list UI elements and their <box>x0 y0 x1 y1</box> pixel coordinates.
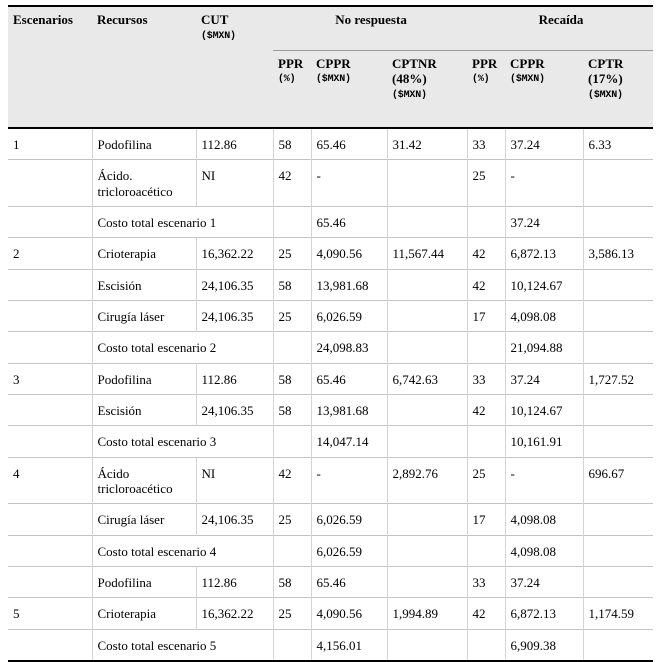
cell-cppr-rec: 37.24 <box>505 363 583 394</box>
cell-cppr-rec: 4,098.08 <box>505 504 583 535</box>
cell-cptr <box>583 269 653 300</box>
cell-ppr-nr: 42 <box>273 457 311 504</box>
cell-cppr-rec: 10,161.91 <box>505 426 583 457</box>
cell-ppr-rec <box>467 629 505 661</box>
cell-cptnr <box>387 394 467 425</box>
cell-ppr-rec: 42 <box>467 238 505 269</box>
header-ppr-rec <box>467 50 505 128</box>
cell-cppr-rec: 4,098.08 <box>505 300 583 331</box>
header-cppr-nr <box>311 50 387 128</box>
header-cptr-label: CPTR (17%) <box>588 55 624 87</box>
cell-ppr-nr: 58 <box>273 128 311 160</box>
cell-ppr-rec <box>467 206 505 237</box>
cell-ppr-nr <box>273 426 311 457</box>
cell-escenario: 3 <box>8 363 92 394</box>
total-row <box>8 535 653 566</box>
cell-ppr-rec <box>467 332 505 363</box>
cell-cut: 16,362.22 <box>196 598 273 629</box>
cell-ppr-rec: 42 <box>467 269 505 300</box>
table-row <box>8 300 653 331</box>
total-row <box>8 426 653 457</box>
cell-cppr-nr: 24,098.83 <box>311 332 387 363</box>
cell-cppr-nr: 6,026.59 <box>311 535 387 566</box>
cell-cppr-nr: 4,090.56 <box>311 598 387 629</box>
cell-escenario <box>8 394 92 425</box>
cell-cppr-nr: 13,981.68 <box>311 394 387 425</box>
cell-recurso: Ácido tricloroacético <box>92 457 196 504</box>
cell-cut: 16,362.22 <box>196 238 273 269</box>
header-cppr-rec-label: CPPR <box>510 55 545 71</box>
cell-cptnr <box>387 206 467 237</box>
total-row <box>8 332 653 363</box>
cell-cppr-nr: 65.46 <box>311 206 387 237</box>
cell-cptnr <box>387 566 467 597</box>
cell-cptnr: 31.42 <box>387 128 467 160</box>
header-escenarios: Escenarios <box>8 6 92 128</box>
cell-escenario <box>8 426 92 457</box>
cell-recurso: Podofilina <box>92 566 196 597</box>
cell-total-label: Costo total escenario 3 <box>92 426 273 457</box>
cell-cppr-rec: 4,098.08 <box>505 535 583 566</box>
table-row <box>8 457 653 504</box>
cell-cptr <box>583 394 653 425</box>
cost-table <box>8 5 653 662</box>
cell-ppr-nr <box>273 206 311 237</box>
cell-ppr-nr: 58 <box>273 269 311 300</box>
cell-cptr <box>583 426 653 457</box>
cell-escenario <box>8 629 92 661</box>
cell-recurso: Ácido. tricloroacético <box>92 160 196 207</box>
cell-ppr-rec: 42 <box>467 394 505 425</box>
cell-total-label: Costo total escenario 1 <box>92 206 273 237</box>
cell-ppr-nr: 58 <box>273 566 311 597</box>
cell-ppr-nr <box>273 332 311 363</box>
cell-cppr-rec: 37.24 <box>505 128 583 160</box>
cell-escenario <box>8 206 92 237</box>
cell-cppr-rec: 37.24 <box>505 206 583 237</box>
cell-cptr <box>583 160 653 207</box>
header-cut <box>196 6 273 128</box>
header-cptr <box>583 50 653 128</box>
header-cptnr-unit: ($MXN) <box>392 89 427 101</box>
cell-ppr-rec: 33 <box>467 566 505 597</box>
cell-cppr-rec: 6,872.13 <box>505 238 583 269</box>
table-row <box>8 504 653 535</box>
cell-cptnr <box>387 332 467 363</box>
cell-ppr-nr <box>273 535 311 566</box>
header-ppr-rec-label: PPR <box>472 55 498 71</box>
cell-cppr-nr: - <box>311 160 387 207</box>
header-ppr-nr-label: PPR <box>278 55 304 71</box>
cell-escenario <box>8 160 92 207</box>
cell-cptnr <box>387 300 467 331</box>
cell-ppr-rec: 17 <box>467 504 505 535</box>
cell-escenario <box>8 332 92 363</box>
cell-cptr <box>583 300 653 331</box>
cell-cut: 112.86 <box>196 566 273 597</box>
cell-cptr <box>583 629 653 661</box>
cell-recurso: Crioterapia <box>92 238 196 269</box>
header-cptr-unit: ($MXN) <box>588 89 623 101</box>
header-cptnr-label: CPTNR (48%) <box>392 55 437 87</box>
table-row <box>8 598 653 629</box>
cell-cppr-nr: 65.46 <box>311 363 387 394</box>
header-cppr-rec <box>505 50 583 128</box>
cell-cptnr <box>387 535 467 566</box>
cell-cptr: 1,727.52 <box>583 363 653 394</box>
cell-ppr-rec <box>467 535 505 566</box>
cell-cppr-nr: 4,090.56 <box>311 238 387 269</box>
cell-recurso: Podofilina <box>92 363 196 394</box>
cell-cppr-nr: 65.46 <box>311 566 387 597</box>
table-row <box>8 238 653 269</box>
header-ppr-rec-unit: (%) <box>472 74 490 86</box>
cell-cptr: 6.33 <box>583 128 653 160</box>
table-row <box>8 160 653 207</box>
cell-cppr-rec: 21,094.88 <box>505 332 583 363</box>
table-row <box>8 394 653 425</box>
header-cppr-nr-label: CPPR <box>316 55 351 71</box>
cell-cppr-rec: 6,909.38 <box>505 629 583 661</box>
cell-ppr-nr: 25 <box>273 238 311 269</box>
cell-cptr: 696.67 <box>583 457 653 504</box>
table-row <box>8 566 653 597</box>
cell-recurso: Escisión <box>92 394 196 425</box>
cell-ppr-rec: 42 <box>467 598 505 629</box>
cell-cptr <box>583 504 653 535</box>
cell-escenario: 1 <box>8 128 92 160</box>
cell-cut: 24,106.35 <box>196 504 273 535</box>
cell-total-label: Costo total escenario 2 <box>92 332 273 363</box>
header-row-groups <box>8 6 653 50</box>
table-body <box>8 128 653 661</box>
cell-ppr-rec: 25 <box>467 457 505 504</box>
header-cut-unit: ($MXN) <box>201 30 236 42</box>
header-cptnr <box>387 50 467 128</box>
cell-cut: 112.86 <box>196 363 273 394</box>
cell-cptr: 1,174.59 <box>583 598 653 629</box>
cell-cppr-rec: 6,872.13 <box>505 598 583 629</box>
cell-cut: 24,106.35 <box>196 394 273 425</box>
cell-cut: 24,106.35 <box>196 300 273 331</box>
cell-cptnr <box>387 504 467 535</box>
cell-escenario: 5 <box>8 598 92 629</box>
cell-cppr-rec: 37.24 <box>505 566 583 597</box>
header-cppr-rec-unit: ($MXN) <box>510 74 545 86</box>
cell-ppr-rec: 17 <box>467 300 505 331</box>
cell-ppr-nr <box>273 629 311 661</box>
cell-cut: 112.86 <box>196 128 273 160</box>
cell-cptr <box>583 332 653 363</box>
header-group-recaida: Recaída <box>467 6 653 50</box>
cell-cppr-nr: - <box>311 457 387 504</box>
cell-escenario: 2 <box>8 238 92 269</box>
cell-cptnr: 2,892.76 <box>387 457 467 504</box>
cell-ppr-nr: 42 <box>273 160 311 207</box>
total-row <box>8 206 653 237</box>
cell-cppr-nr: 6,026.59 <box>311 504 387 535</box>
cell-ppr-nr: 25 <box>273 504 311 535</box>
cell-cut: NI <box>196 457 273 504</box>
cell-cptnr <box>387 426 467 457</box>
cell-cut: 24,106.35 <box>196 269 273 300</box>
cell-cppr-rec: 10,124.67 <box>505 269 583 300</box>
cell-total-label: Costo total escenario 5 <box>92 629 273 661</box>
table-row <box>8 128 653 160</box>
table-row <box>8 363 653 394</box>
cell-ppr-rec: 25 <box>467 160 505 207</box>
table-row <box>8 269 653 300</box>
cell-cptnr: 1,994.89 <box>387 598 467 629</box>
cell-cppr-nr: 65.46 <box>311 128 387 160</box>
cell-cptr <box>583 206 653 237</box>
cell-cppr-rec: - <box>505 457 583 504</box>
cell-recurso: Crioterapia <box>92 598 196 629</box>
cell-cppr-nr: 13,981.68 <box>311 269 387 300</box>
cell-recurso: Podofilina <box>92 128 196 160</box>
cell-cptnr <box>387 160 467 207</box>
total-row <box>8 629 653 661</box>
cell-escenario <box>8 300 92 331</box>
cell-cppr-nr: 14,047.14 <box>311 426 387 457</box>
cell-ppr-rec: 33 <box>467 128 505 160</box>
header-ppr-nr <box>273 50 311 128</box>
cell-cptnr: 11,567.44 <box>387 238 467 269</box>
cell-cptr <box>583 535 653 566</box>
cell-recurso: Cirugía láser <box>92 504 196 535</box>
table-header <box>8 6 653 128</box>
cell-cppr-nr: 4,156.01 <box>311 629 387 661</box>
header-recursos: Recursos <box>92 6 196 128</box>
cell-recurso: Escisión <box>92 269 196 300</box>
cell-ppr-rec: 33 <box>467 363 505 394</box>
header-cppr-nr-unit: ($MXN) <box>316 74 351 86</box>
cell-cppr-nr: 6,026.59 <box>311 300 387 331</box>
cell-ppr-nr: 58 <box>273 394 311 425</box>
cell-cut: NI <box>196 160 273 207</box>
cell-cptnr: 6,742.63 <box>387 363 467 394</box>
cell-cptnr <box>387 269 467 300</box>
cell-escenario <box>8 566 92 597</box>
cell-escenario: 4 <box>8 457 92 504</box>
cell-ppr-nr: 58 <box>273 363 311 394</box>
header-group-no-respuesta: No respuesta <box>273 6 467 50</box>
cell-cptr <box>583 566 653 597</box>
cell-cppr-rec: 10,124.67 <box>505 394 583 425</box>
cell-ppr-nr: 25 <box>273 598 311 629</box>
cell-ppr-nr: 25 <box>273 300 311 331</box>
cell-cppr-rec: - <box>505 160 583 207</box>
cell-escenario <box>8 535 92 566</box>
cell-cptr: 3,586.13 <box>583 238 653 269</box>
cell-ppr-rec <box>467 426 505 457</box>
header-cut-label: CUT <box>201 12 229 27</box>
header-ppr-nr-unit: (%) <box>278 74 296 86</box>
cell-cptnr <box>387 629 467 661</box>
cell-total-label: Costo total escenario 4 <box>92 535 273 566</box>
cell-recurso: Cirugía láser <box>92 300 196 331</box>
cell-escenario <box>8 269 92 300</box>
cell-escenario <box>8 504 92 535</box>
